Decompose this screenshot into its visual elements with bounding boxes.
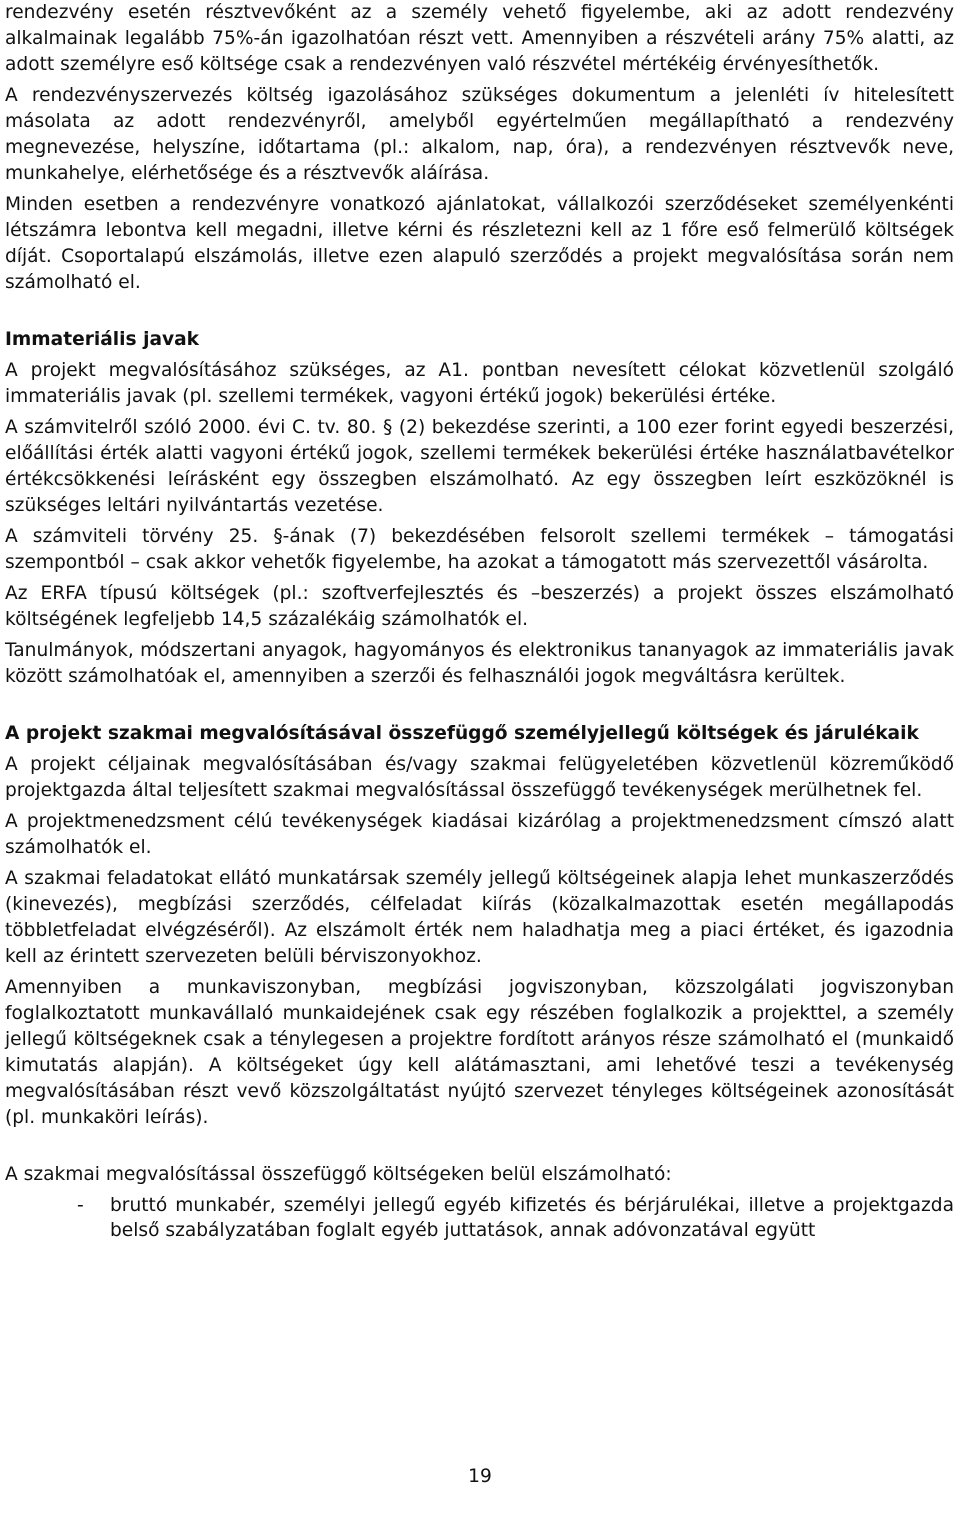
- paragraph: A projektmenedzsment célú tevékenységek kiadásai kizárólag a projektmenedzsment címszó alatt számolhatók el.: [5, 811, 954, 858]
- paragraph: A számviteli törvény 25. §-ának (7) bekezdésében felsorolt szellemi termékek – támogatási szempontból – csak akkor vehetők figyelembe, ha azokat a támogatott más szervezettől vásárolta.: [5, 526, 954, 573]
- list-item: [5, 1193, 954, 1243]
- paragraph: Amennyiben a munkaviszonyban, megbízási jogviszonyban, közszolgálati jogviszonyban foglalkoztatott munkavállaló munkaidejének csak egy részében foglalkozik a projekttel, a személy jellegű költségeknek csak a ténylegesen a projektre fordított arányos része számolható el (munkaidő kimutatás alapján). A költségeket úgy kell alátámasztani, ami lehetővé teszi a tevékenység megvalósításában részt vevő közszolgáltatást nyújtó szervezet tényleges költségeinek azonosítását (pl. munkaköri leírás).: [5, 977, 954, 1128]
- paragraph: A szakmai feladatokat ellátó munkatársak személy jellegű költségeinek alapja lehet munkaszerződés (kinevezés), megbízási szerződés, célfeladat kiírás (közalkalmazottak esetén megállapodás többletfeladat elvégzéséről). Az elszámolt érték nem haladhatja meg a piaci értéket, és igazodnia kell az érintett szervezeten belüli bérviszonyokhoz.: [5, 868, 954, 967]
- page-number: 19: [468, 1466, 492, 1487]
- cost-list: [5, 1193, 954, 1243]
- paragraph: Tanulmányok, módszertani anyagok, hagyományos és elektronikus tananyagok az immateriális javak között számolhatóak el, amennyiben a szerzői és felhasználói jogok megváltásra kerültek.: [5, 640, 954, 687]
- paragraph: Minden esetben a rendezvényre vonatkozó ajánlatokat, vállalkozói szerződéseket személyenkénti létszámra lebontva kell megadni, illetve kérni és részletezni kell az 1 főre eső felmerülő költségek díját. Csoportalapú elszámolás, illetve ezen alapuló szerződés a projekt megvalósítása során nem számolható el.: [5, 194, 954, 293]
- list-intro: A szakmai megvalósítással összefüggő költségeken belül elszámolható:: [5, 1164, 672, 1185]
- paragraph: rendezvény esetén résztvevőként az a személy vehető figyelembe, aki az adott rendezvény alkalmainak legalább 75%-án igazolhatóan részt vett. Amennyiben a részvételi arány 75% alatti, az adott személyre eső költsége csak a rendezvényen való részvétel mértékéig érvényesíthetők.: [5, 2, 954, 75]
- paragraph: Az ERFA típusú költségek (pl.: szoftverfejlesztés és –beszerzés) a projekt összes elszámolható költségének legfeljebb 14,5 százalékáig számolhatók el.: [5, 583, 954, 630]
- paragraph: A rendezvényszervezés költség igazolásához szükséges dokumentum a jelenléti ív hitelesített másolata az adott rendezvényről, amelyből egyértelműen megállapítható a rendezvény megnevezése, helyszíne, időtartama (pl.: alkalom, nap, óra), a rendezvényen résztvevők neve, munkahelye, elérhetősége és a résztvevők aláírása.: [5, 85, 954, 184]
- list-item-text: bruttó munkabér, személyi jellegű egyéb kifizetés és bérjárulékai, illetve a projektgazda belső szabályzatában foglalt egyéb juttatások, annak adóvonzatával együtt: [110, 1195, 954, 1241]
- paragraph: A számvitelről szóló 2000. évi C. tv. 80. § (2) bekezdése szerinti, a 100 ezer forint egyedi beszerzési, előállítási érték alatti vagyoni értékű jogok, szellemi termékek bekerülési értéke használatbavételkor értékcsökkenési leírásként egy összegben elszámolható. Az egy összegben leírt eszközöknél is szükséges leltári nyilvántartás vezetése.: [5, 417, 954, 516]
- paragraph: A projekt céljainak megvalósításában és/vagy szakmai felügyeletében közvetlenül közreműködő projektgazda által teljesített szakmai megvalósítással összefüggő tevékenységek merülhetnek fel.: [5, 754, 954, 801]
- paragraph: A projekt megvalósításához szükséges, az A1. pontban nevesített célokat közvetlenül szolgáló immateriális javak (pl. szellemi termékek, vagyoni értékű jogok) bekerülési értéke.: [5, 360, 954, 407]
- section-heading-personnel-costs: A projekt szakmai megvalósításával összefüggő személyjellegű költségek és járulékaik: [5, 723, 919, 744]
- section-heading-immaterial-assets: Immateriális javak: [5, 329, 200, 350]
- list-marker: -: [77, 1195, 84, 1216]
